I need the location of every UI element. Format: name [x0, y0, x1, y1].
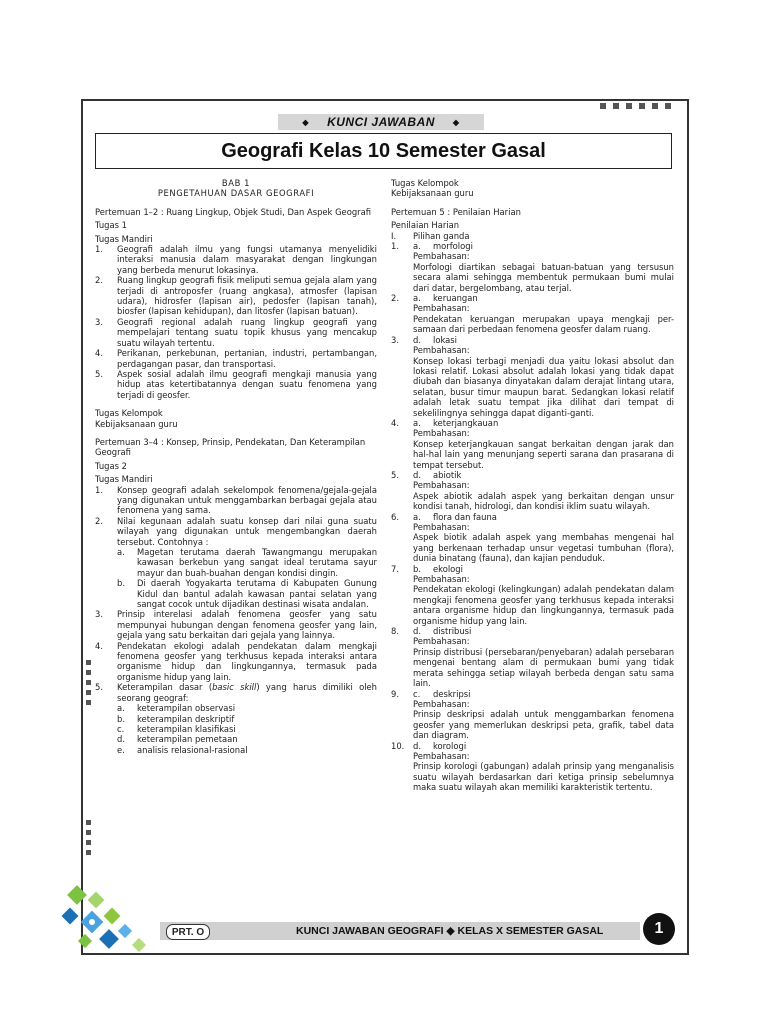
pembahasan-label: Pembahasan:: [413, 522, 470, 532]
task-type: Tugas Kelompok: [95, 408, 163, 419]
pembahasan-label: Pembahasan:: [413, 303, 470, 314]
pembahasan-text: Prinsip deskripsi adalah untuk menggambarkan fenomena geosfer yang memerlukan deskripsi peta, grafik, tabel data dan diagram.: [413, 709, 674, 741]
list-item: [95, 275, 377, 317]
sub-item: b. Di daerah Yogyakarta terutama di Kabupaten Gunung Kidul dan bantul adalah kawasan pantai selatan yang sangat cocok untuk dijadikan destinasi wisata andalan.: [117, 578, 377, 610]
pembahasan-text: Aspek biotik adalah aspek yang membahas mengenai hal yang berkenaan terhadap unsur vegetasi tumbuhan (flora), dunia binatang (fauna), dan kajian penduduk.: [413, 532, 674, 564]
answer-letter: d.: [413, 469, 421, 480]
answer-letter: b.: [413, 563, 421, 574]
skill-item: [95, 734, 377, 744]
answer-letter: d.: [413, 626, 421, 637]
right-column: [391, 178, 674, 793]
footer-label: KUNCI JAWABAN GEOGRAFI ◆ KELAS X SEMESTER GASAL: [296, 925, 604, 937]
pembahasan-label: Pembahasan:: [413, 750, 470, 761]
pembahasan-label: Pembahasan:: [413, 251, 470, 262]
answer-row: [391, 689, 674, 699]
top-right-dots: [600, 103, 671, 109]
answer-row: [391, 241, 674, 251]
answer-number: 7.: [391, 563, 399, 574]
list-item: [95, 317, 377, 348]
pembahasan-text: Prinsip korologi (gabungan) adalah prinsip yang menganalisis suatu wilayah berdasarkan dari ketiga prinsip sebelumnya maka suatu wilayah akan memiliki karakteristik tertentu.: [413, 761, 674, 793]
pembahasan-text: Pendekatan keruangan merupakan upaya mengkaji per-samaan dari perbedaan fenomena geosfer dalam ruang.: [413, 313, 674, 335]
task-type: Tugas Mandiri: [95, 233, 153, 244]
task-answer: Kebijaksanaan guru: [95, 418, 178, 429]
list-item: 3. Prinsip interelasi adalah fenomena geosfer yang satu mempunyai hubungan dengan fenomena geosfer yang lain, gejala yang satu berkaitan dari gejala yang lainnya.: [95, 609, 377, 641]
item-text: keterampilan deskriptif: [137, 713, 235, 724]
answer-number: 1.: [391, 241, 399, 252]
answer-value: deskripsi: [433, 688, 471, 699]
task-label: Tugas 1: [95, 220, 127, 231]
item-number: 5.: [95, 368, 103, 379]
corner-decoration-icon: [56, 880, 166, 970]
diamond-icon: ◆: [302, 117, 310, 127]
item-letter: e.: [117, 744, 125, 755]
assessment-label: Penilaian Harian: [391, 220, 460, 231]
pembahasan-label: Pembahasan:: [413, 345, 470, 356]
answer-row: [391, 741, 674, 751]
sub-item: a. Magetan terutama daerah Tawangmangu merupakan kawasan berkebun yang sangat ideal terutama sayur mayur dan buah-buahan dengan kondisi dingin.: [117, 547, 377, 578]
task-type: Tugas Kelompok: [391, 178, 459, 188]
answer-value: ekologi: [433, 563, 463, 574]
banner-label: KUNCI JAWABAN: [327, 115, 435, 129]
answer-value: lokasi: [433, 334, 457, 345]
meeting-heading: Pertemuan 1–2 : Ruang Lingkup, Objek Studi, Dan Aspek Geografi: [95, 206, 372, 217]
skill-item: [95, 745, 377, 755]
answer-value: morfologi: [433, 241, 473, 252]
page-title: Geografi Kelas 10 Semester Gasal: [95, 133, 672, 169]
answer-letter: a.: [413, 293, 421, 304]
list-item: 2. Nilai kegunaan adalah suatu konsep dari nilai guna suatu wilayah yang digunakan untuk mengembangkan daerah tersebut. Contohnya :: [95, 515, 377, 547]
answer-letter: c.: [413, 688, 421, 699]
answer-letter: a.: [413, 511, 421, 522]
skill-item: [95, 724, 377, 734]
pembahasan-label: Pembahasan:: [413, 636, 470, 647]
answer-row: [391, 470, 674, 480]
item-text: Geografi adalah ilmu yang fungsi utamanya menyelidiki interaksi manusia dalam masyarakat dengan lingkungan yang berbeda menurut lokasinya.: [117, 244, 377, 275]
pembahasan-text: Aspek abiotik adalah aspek yang berkaitan dengan unsur kondisi tanah, hidrologi, dan kondisi iklim suatu wilayah.: [413, 490, 674, 512]
item-text: keterampilan klasifikasi: [137, 723, 236, 734]
answer-number: 5.: [391, 469, 399, 480]
answer-row: [391, 626, 674, 636]
answer-value: keruangan: [433, 293, 478, 304]
task-type: Tugas Mandiri: [95, 474, 153, 485]
item-letter: a.: [117, 703, 125, 714]
item-text: keterampilan observasi: [137, 703, 236, 714]
pembahasan-text: Morfologi diartikan sebagai batuan-batuan yang tersusun secara alami sehingga membentuk permukaan bumi mulai dari datar, bergelombang, atau terjal.: [413, 261, 674, 293]
list-item: 1. Konsep geografi adalah sekelompok fenomena/gejala-gejala yang digunakan untuk menggambarkan berbagai gejala atau fenomena yang sama.: [95, 484, 377, 516]
answer-row: [391, 564, 674, 574]
item-text: Aspek sosial adalah ilmu geografi mengkaji manusia yang hidup atas ketertibatannya dengan suatu fenomena yang terjadi di geosfer.: [117, 368, 377, 400]
list-item: 5. Keterampilan dasar (basic skill) yang harus dimiliki oleh seorang geograf:: [95, 682, 377, 703]
page-number: 1: [643, 913, 675, 945]
item-letter: c.: [117, 723, 125, 734]
item-number: 4.: [95, 348, 103, 359]
task-answer: Kebijaksanaan guru: [391, 188, 474, 199]
item-text: keterampilan pemetaan: [137, 734, 238, 745]
answer-letter: d.: [413, 334, 421, 345]
prt-code-badge: PRT. O: [166, 924, 210, 940]
pembahasan-text: Konsep lokasi terbagi menjadi dua yaitu lokasi absolut dan lokasi relatif. Lokasi absolut adalah lokasi yang tidak dapat diubah dan biasanya dinyatakan dalam derajat lintang utara, selatan, busur timur maupun barat. Sedangkan lokasi relatif adalah letak suatu tempat jika dilihat dari tempat di sekelilingnya sehingga dapat diganti-ganti.: [413, 355, 674, 418]
list-item: 4. Pendekatan ekologi adalah pendekatan dalam mengkaji fenomena geosfer yang terkhusus kepada interaksi antara organisme hidup dan lingkungannya, termasuk pada organisme hidup yang lain.: [95, 640, 377, 682]
answer-value: korologi: [433, 740, 467, 751]
skill-item: [95, 703, 377, 713]
section-heading: I. Pilihan ganda: [391, 230, 470, 241]
list-item: [95, 369, 377, 400]
meeting-heading: Pertemuan 3–4 : Konsep, Prinsip, Pendekatan, Dan Keterampilan Geografi: [95, 436, 366, 458]
pembahasan-label: Pembahasan:: [413, 428, 470, 439]
pembahasan-text: Konsep keterjangkauan sangat berkaitan dengan jarak dan hal-hal lain yang menunjang seperti sarana dan prasarana di tempat tersebut.: [413, 438, 674, 470]
answer-number: 6.: [391, 511, 399, 522]
bab-number: BAB 1: [221, 178, 251, 188]
item-text: Ruang lingkup geografi fisik meliputi semua gejala alam yang terjadi di antroposfer (ruang angkasa), atmosfer (lapisan udara), hidrosfer (lapisan air), pedosfer (lapisan tanah), biosfer (lapisan kehidupan), dan litosfer (lapisan batuan).: [117, 275, 377, 317]
answer-letter: d.: [413, 740, 421, 751]
left-dots-low: [86, 820, 91, 855]
pembahasan-text: Pendekatan ekologi (kelingkungan) adalah pendekatan dalam mengkaji fenomena geosfer yang terkhusus kepada interaksi antara organisme hidup dan lingkungannya, termasuk pada organisme hidup yang lain.: [413, 584, 674, 626]
answer-number: 8.: [391, 626, 399, 637]
answer-number: 9.: [391, 688, 399, 699]
diamond-icon: ◆: [452, 117, 460, 127]
pembahasan-text: Prinsip distribusi (persebaran/penyebaran) adalah persebaran mengenai bentang alam di permukaan bumi yang tidak merata sehingga setiap wilayah berbeda dengan satu sama lain.: [413, 646, 674, 689]
item-letter: d.: [117, 734, 125, 745]
list-item: [95, 348, 377, 369]
item-letter: b.: [117, 713, 125, 724]
skill-item: [95, 714, 377, 724]
item-text: analisis relasional-rasional: [137, 744, 248, 755]
answer-number: 2.: [391, 293, 399, 304]
item-number: 2.: [95, 275, 103, 286]
item-number: 3.: [95, 316, 103, 327]
answer-value: keterjangkauan: [433, 417, 499, 428]
answer-number: 10.: [391, 740, 405, 751]
answer-value: distribusi: [433, 626, 472, 637]
answer-number: 4.: [391, 417, 399, 428]
item-number: 1.: [95, 244, 103, 255]
answer-letter: a.: [413, 241, 421, 252]
header-banner: [278, 114, 484, 130]
pembahasan-label: Pembahasan:: [413, 698, 470, 709]
answer-value: flora dan fauna: [433, 511, 497, 522]
pembahasan-label: Pembahasan:: [413, 480, 470, 491]
meeting-heading: Pertemuan 5 : Penilaian Harian: [391, 206, 521, 217]
answer-row: [391, 293, 674, 303]
answer-row: [391, 418, 674, 428]
answer-row: [391, 512, 674, 522]
pembahasan-label: Pembahasan:: [413, 574, 470, 585]
list-item: [95, 244, 377, 275]
left-column: [95, 178, 377, 755]
left-dots-mid: [86, 660, 91, 705]
answer-number: 3.: [391, 334, 399, 345]
bab-title: PENGETAHUAN DASAR GEOGRAFI: [157, 188, 315, 199]
item-text: Geografi regional adalah ruang lingkup geografi yang mempelajari tentang suatu topik khusus yang mencakup suatu wilayah tertentu.: [117, 316, 377, 348]
item-text: Perikanan, perkebunan, pertanian, industri, pertambangan, perdagangan pasar, dan transportasi.: [117, 348, 377, 369]
answer-value: abiotik: [433, 469, 462, 480]
answer-row: [391, 335, 674, 345]
answer-letter: a.: [413, 417, 421, 428]
task-label: Tugas 2: [95, 460, 127, 471]
